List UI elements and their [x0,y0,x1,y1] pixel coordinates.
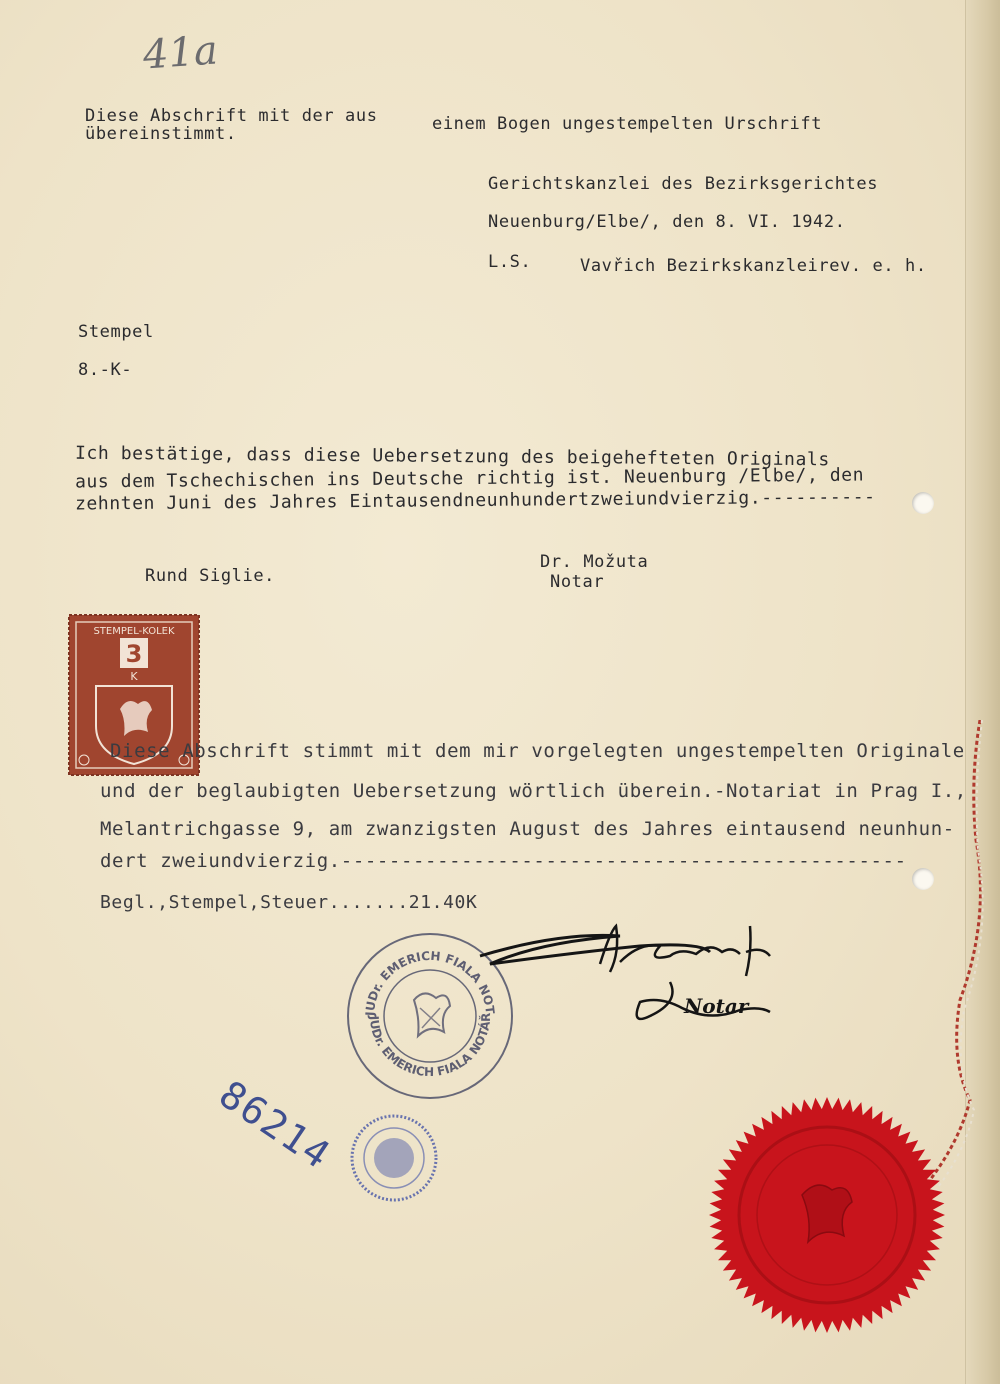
line1-right: einem Bogen ungestempelten Urschrift [432,114,823,134]
certification-line-3: zehnten Juni des Jahres Eintausendneunhundertzweiundvierzig.---------- [74,486,876,515]
clerk-name: Vavřich Bezirkskanzleirev. e. h. [580,256,927,276]
revenue-stamp-unit: K [130,670,138,683]
fees-line: Begl.,Stempel,Steuer.......21.40K [100,892,478,913]
revenue-stamp-header: STEMPEL-KOLEK [93,626,175,637]
court-office: Gerichtskanzlei des Bezirksgerichtes [488,174,879,194]
certification2-line-1: Diese Abschrift stimmt mit dem mir vorgelegten ungestempelten Originale [110,740,965,762]
certification-line-2: aus dem Tschechischen ins Deutsche richtig ist. Neuenburg /Elbe/, den [74,464,865,493]
ls-mark: L.S. [488,252,532,272]
notary-signature [470,912,810,1046]
handwritten-number: 41a [141,27,220,79]
notary-name: Dr. Možuta [540,552,649,572]
notary-seal-text: JUDr. EMERICH FIALA NOT [362,948,497,1017]
certification2-line-3: Melantrichgasse 9, am zwanzigsten August des Jahres eintausend neunhun- [100,818,955,840]
notary-seal-text-2: JUDr. EMERICH FIALA NOTÁŘ [366,1012,494,1080]
line1-left: Diese Abschrift mit der aus [85,106,378,126]
revenue-stamp-value: 3 [125,640,143,668]
certification-line-1: Ich bestätige, dass diese Uebersetzung des beigehefteten Originals [74,442,830,471]
small-round-stamp [346,1110,442,1210]
stamp-label: Stempel [78,322,154,342]
line2: übereinstimmt. [85,124,237,144]
punch-hole-top [912,492,934,514]
red-wax-seal [702,1090,952,1344]
certification2-line-2: und der beglaubigten Uebersetzung wörtlich überein.-Notariat in Prag I., [100,780,967,802]
registry-number: 86214 [211,1072,340,1179]
round-seal-label: Rund Siglie. [145,566,276,586]
punch-hole-bottom [912,868,934,890]
notary-title: Notar [550,572,605,592]
certification2-line-4: dert zweiundvierzig.----------------------------------------------- [100,850,907,872]
place-date: Neuenburg/Elbe/, den 8. VI. 1942. [488,212,846,232]
signature-title: Notar [684,994,749,1018]
stamp-value: 8.-K- [78,360,133,380]
